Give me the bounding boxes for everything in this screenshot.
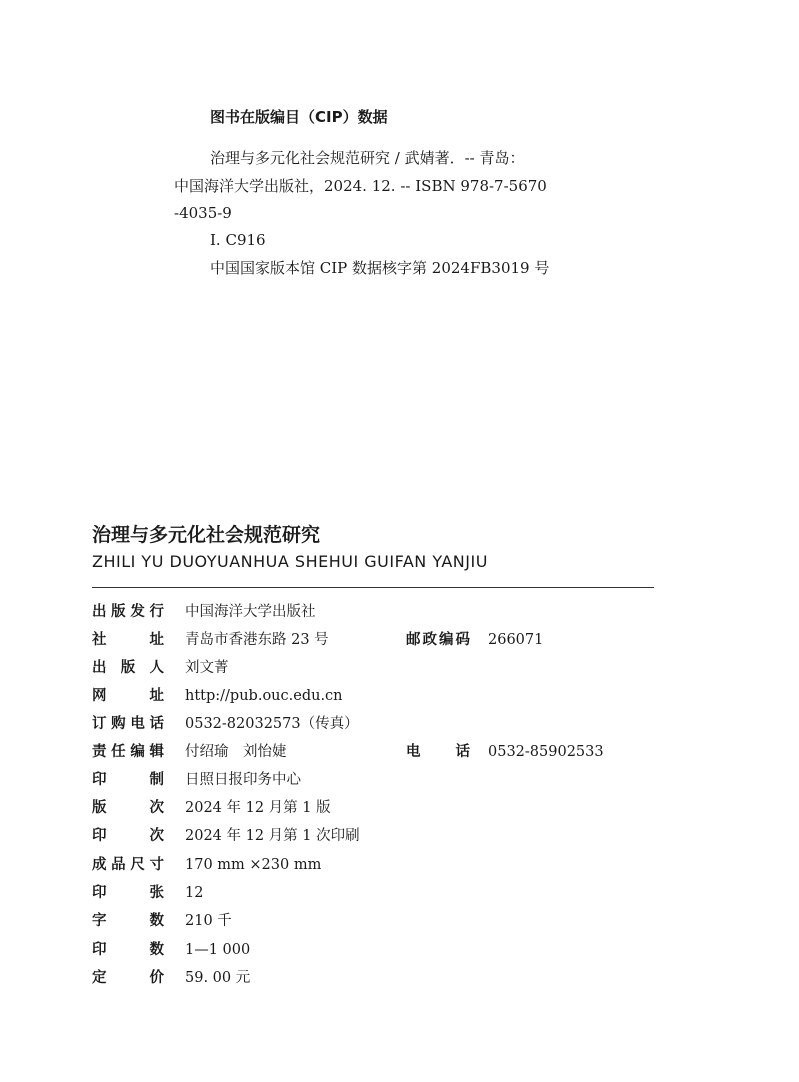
info-value: 170 mm ×230 mm [185, 857, 322, 873]
book-title: 治理与多元化社会规范研究 [92, 524, 321, 546]
info-label: 版次 [92, 800, 164, 816]
info-value: 0532-82032573（传真） [185, 716, 359, 732]
info-label: 社址 [92, 632, 164, 648]
info-label: 字数 [92, 913, 164, 929]
info-value: 0532-85902533 [488, 744, 604, 760]
divider-rule [92, 587, 654, 588]
info-label: 印张 [92, 885, 164, 901]
cip-classification: Ⅰ. C916 [210, 231, 266, 249]
info-value: 210 千 [185, 913, 232, 929]
info-label: 印数 [92, 942, 164, 958]
info-value: 1—1 000 [185, 942, 251, 958]
info-value: 中国海洋大学出版社 [185, 604, 316, 620]
cip-entry-line: -4035-9 [174, 204, 232, 222]
info-label: 定价 [92, 970, 164, 986]
info-label: 邮政编码 [406, 632, 470, 648]
book-title-block [92, 521, 488, 573]
info-value: http://pub.ouc.edu.cn [185, 688, 343, 704]
info-value: 2024 年 12 月第 1 次印刷 [185, 828, 360, 844]
info-value: 59. 00 元 [185, 970, 251, 986]
info-label: 出版人 [92, 660, 164, 676]
info-value: 付绍瑜 刘怡婕 [185, 744, 287, 760]
info-label: 订购电话 [92, 716, 164, 732]
cip-heading: 图书在版编目（CIP）数据 [210, 108, 388, 126]
cip-entry-line: 中国海洋大学出版社，2024. 12. -- ISBN 978-7-5670 [174, 177, 547, 195]
info-value: 2024 年 12 月第 1 版 [185, 800, 331, 816]
info-label: 成品尺寸 [92, 857, 164, 873]
info-value: 刘文菁 [185, 660, 229, 676]
cip-record-number: 中国国家版本馆 CIP 数据核字第 2024FB3019 号 [210, 259, 550, 277]
info-value: 日照日报印务中心 [185, 772, 301, 788]
info-label: 责任编辑 [92, 744, 164, 760]
info-label: 出版发行 [92, 604, 164, 620]
info-value: 266071 [488, 632, 544, 648]
info-label: 电话 [406, 744, 470, 760]
info-label: 网址 [92, 688, 164, 704]
info-value: 青岛市香港东路 23 号 [185, 632, 329, 648]
info-label: 印制 [92, 772, 164, 788]
info-value: 12 [185, 885, 204, 901]
cip-entry-line: 治理与多元化社会规范研究 / 武婧著．-- 青岛： [210, 149, 525, 167]
book-title-pinyin: ZHILI YU DUOYUANHUA SHEHUI GUIFAN YANJIU [92, 552, 488, 571]
info-label: 印次 [92, 828, 164, 844]
